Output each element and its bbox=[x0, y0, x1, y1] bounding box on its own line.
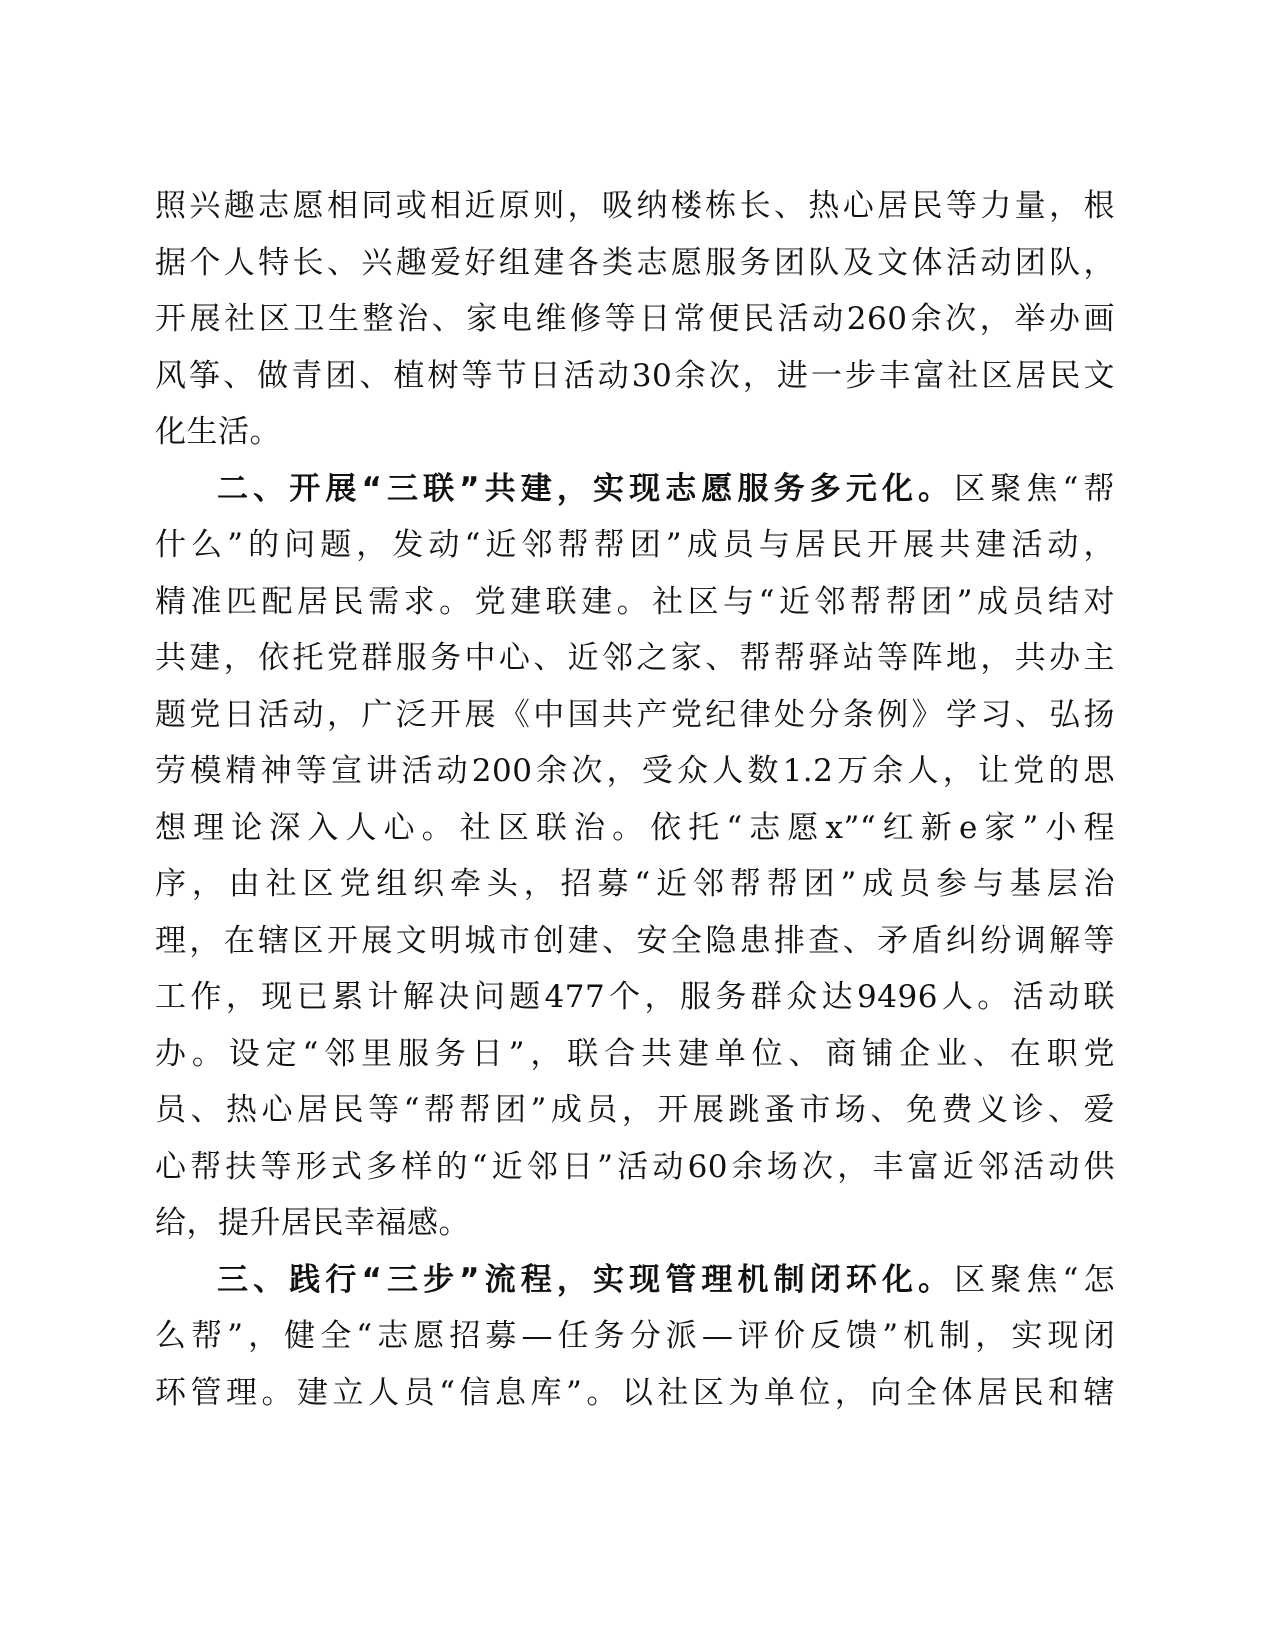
section-2-heading: 二、开展“三联”共建，实现志愿服务多元化。 bbox=[217, 470, 955, 507]
body-line: 风筝、做青团、植树等节日活动30余次，进一步丰富社区居民文 bbox=[155, 357, 1115, 394]
body-line: 题党日活动，广泛开展《中国共产党纪律处分条例》学习、弘扬 bbox=[155, 696, 1115, 733]
body-line: 办。设定“邻里服务日”，联合共建单位、商铺企业、在职党 bbox=[155, 1035, 1115, 1072]
body-line: 给，提升居民幸福感。 bbox=[155, 1205, 470, 1241]
body-line: 化生活。 bbox=[155, 414, 281, 450]
body-line: 什么”的问题，发动“近邻帮帮团”成员与居民开展共建活动， bbox=[155, 527, 1115, 563]
section-3-first-line bbox=[155, 1252, 1115, 1309]
body-line: 照兴趣志愿相同或相近原则，吸纳楼栋长、热心居民等力量，根 bbox=[155, 188, 1115, 224]
section-3-heading-continuation: 区聚焦“怎 bbox=[954, 1261, 1115, 1298]
section-3-heading: 三、践行“三步”流程，实现管理机制闭环化。 bbox=[217, 1261, 955, 1298]
body-line: 劳模精神等宣讲活动200余次，受众人数1.2万余人，让党的思 bbox=[155, 753, 1115, 789]
body-line: 序，由社区党组织牵头，招募“近邻帮帮团”成员参与基层治 bbox=[155, 866, 1115, 902]
document-body bbox=[155, 178, 1115, 1421]
body-line: 共建，依托党群服务中心、近邻之家、帮帮驿站等阵地，共办主 bbox=[155, 640, 1115, 676]
body-line: 心帮扶等形式多样的“近邻日”活动60余场次，丰富近邻活动供 bbox=[155, 1148, 1115, 1185]
body-line: 么帮”，健全“志愿招募—任务分派—评价反馈”机制，实现闭 bbox=[155, 1318, 1115, 1354]
body-line: 开展社区卫生整治、家电维修等日常便民活动260余次，举办画 bbox=[155, 301, 1115, 337]
section-2-first-line bbox=[155, 461, 1115, 518]
section-2-heading-continuation: 区聚焦“帮 bbox=[954, 470, 1115, 507]
body-line: 想理论深入人心。社区联治。依托“志愿x”“红新e家”小程 bbox=[155, 809, 1116, 846]
body-line: 员、热心居民等“帮帮团”成员，开展跳蚤市场、免费义诊、爱 bbox=[155, 1092, 1115, 1128]
body-line: 据个人特长、兴趣爱好组建各类志愿服务团队及文体活动团队， bbox=[155, 244, 1115, 281]
body-line: 工作，现已累计解决问题477个，服务群众达9496人。活动联 bbox=[155, 979, 1115, 1015]
body-line: 理，在辖区开展文明城市创建、安全隐患排查、矛盾纠纷调解等 bbox=[155, 922, 1115, 959]
body-line: 精准匹配居民需求。党建联建。社区与“近邻帮帮团”成员结对 bbox=[155, 583, 1115, 620]
body-line: 环管理。建立人员“信息库”。以社区为单位，向全体居民和辖 bbox=[155, 1374, 1115, 1411]
